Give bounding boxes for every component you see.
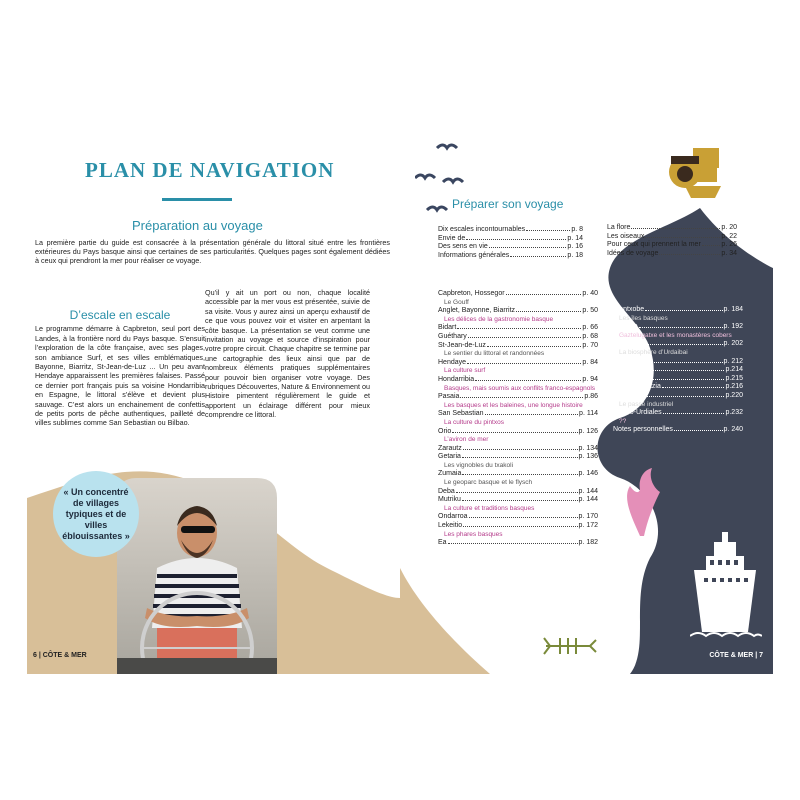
toc-entry-page: p. 182 <box>578 539 598 547</box>
toc-subtopic: Gaztelugatxe et les monastères cobers <box>619 331 732 339</box>
toc-subtopic: Les phares basques <box>444 530 503 538</box>
toc-entry-name: Elantxobe <box>613 306 645 313</box>
section-title: Préparation au voyage <box>132 218 263 233</box>
toc-entry-page: p. 94 <box>582 375 598 383</box>
toc-leader-dots <box>645 310 722 311</box>
toc-entry-page: p. 240 <box>723 426 743 434</box>
toc-entry-page: p.215 <box>725 374 743 382</box>
toc-entry <box>438 290 598 299</box>
toc-entry-page: p. 126 <box>578 427 598 435</box>
toc-entry <box>438 445 598 454</box>
toc-subtopic: La biosphère d’Urdaibai <box>619 348 688 356</box>
toc-entry <box>438 243 583 252</box>
toc-leader-dots <box>639 327 723 328</box>
toc-entry-page: p. 172 <box>578 522 598 530</box>
toc-entry-name: Pasaia <box>438 393 460 401</box>
toc-entry <box>613 340 743 349</box>
toc-entry-name: Pour ceux qui prennent la mer <box>607 241 701 249</box>
toc-entry <box>607 250 737 259</box>
toc-subtopic: La culture surf <box>444 367 486 375</box>
toc-entry <box>438 307 598 316</box>
toc-entry-page: p. 18 <box>567 251 583 259</box>
toc-entry-name: Zarautz <box>438 444 462 452</box>
toc-entry <box>438 359 598 368</box>
toc-leader-dots <box>662 387 725 388</box>
toc-subtopic: Les délices de la gastronomie basque <box>444 315 554 323</box>
toc-leader-dots <box>475 380 581 381</box>
ports-list-right <box>613 306 743 435</box>
toc-leader-dots <box>462 474 577 475</box>
toc-subtopic: Le sentier du littoral et randonnées <box>444 350 545 358</box>
toc-entry-page: p. 8 <box>571 226 583 233</box>
toc-entry <box>438 376 598 385</box>
toc-leader-dots <box>466 239 566 240</box>
toc-entry-name: Guéthary <box>438 332 467 340</box>
toc-entry-page: p. 212 <box>723 357 743 365</box>
toc-subtopic: Basques, mais soumis aux conflits franco-espagnols <box>444 384 596 392</box>
toc-entry-page: p. 114 <box>579 410 598 418</box>
toc-entry <box>438 393 598 402</box>
toc-leader-dots <box>460 397 583 398</box>
toc-entry <box>438 539 598 548</box>
toc-entry-page: p. 20 <box>721 224 737 231</box>
toc-entry-page: p. 202 <box>723 340 743 348</box>
column-one <box>35 308 205 428</box>
toc-entry-page: p. 66 <box>582 324 598 332</box>
toc-entry-name: Deba <box>438 487 455 495</box>
toc-leader-dots <box>510 256 566 257</box>
toc-entry-page: p. 40 <box>582 290 598 297</box>
toc-leader-dots <box>659 254 720 255</box>
toc-subtopic: Les vignobles du txakoli <box>444 461 514 469</box>
toc-entry-name: Hondarribia <box>438 375 475 383</box>
toc-leader-dots <box>526 230 570 231</box>
toc-entry-name: Dix escales incontournables <box>438 226 526 233</box>
toc-entry-name: Ondarroa <box>438 513 468 521</box>
toc-entry-page: p.216 <box>725 383 743 391</box>
toc-entry-page: p. 14 <box>567 234 583 242</box>
toc-entry-page: p.214 <box>725 366 743 374</box>
toc-entry-name: Mundaka <box>613 340 642 348</box>
toc-entry-name: Informations générales <box>438 251 510 259</box>
prep-list-left <box>438 226 583 260</box>
toc-entry-page: p. 184 <box>723 306 743 313</box>
toc-subtopic: Les îles basques <box>619 314 668 322</box>
page-title: PLAN DE NAVIGATION <box>85 158 335 182</box>
toc-leader-dots <box>633 396 724 397</box>
toc-entry-page: p.232 <box>725 409 743 417</box>
toc-subtopic: La culture du pintxos <box>444 418 504 426</box>
toc-entry-page: p. 144 <box>578 496 598 504</box>
toc-entry <box>438 453 598 462</box>
toc-leader-dots <box>487 346 582 347</box>
magazine-spread <box>27 128 773 674</box>
subsection-title: D’escale en escale <box>69 308 171 322</box>
toc-leader-dots <box>448 543 578 544</box>
toc-entry <box>607 241 737 250</box>
section-title: Préparer son voyage <box>452 197 564 211</box>
toc-leader-dots <box>639 362 723 363</box>
toc-entry <box>438 522 598 531</box>
toc-leader-dots <box>645 237 720 238</box>
toc-leader-dots <box>467 363 581 364</box>
toc-leader-dots <box>663 413 725 414</box>
toc-entry-name: Notes personnelles <box>613 426 673 434</box>
toc-subtopic: ?? <box>619 417 627 425</box>
toc-entry <box>613 323 743 332</box>
toc-entry-name: Hendaye <box>438 358 467 366</box>
page-footer-left: 6 | CÔTE & MER <box>33 652 87 659</box>
toc-entry <box>438 410 598 419</box>
toc-entry <box>438 342 598 351</box>
toc-entry <box>613 383 743 392</box>
toc-entry-page: p. 16 <box>567 243 583 251</box>
toc-entry <box>613 375 743 384</box>
toc-entry-name: Ea <box>438 539 447 547</box>
column-two-text: Qu’il y ait un port ou non, chaque localité accessible par la mer vous est présentée, suivie de sa visite. Vous y aurez ainsi un aperçu exhaustif de ce que vous pouvez voir et visiter en arpentant la côte basque. La présentation se veut comme une invitation au voyage et source d’inspiration pour votre propre circuit. Chaque chapitre se termine par une cartographie des lieux ainsi que par de nombreux éléments pratiques supplémentaires pour pouvoir bien organiser votre voyage. Des rubriques Découvertes, Nature & Environnement ou Histoire pimentent régulièrement le guide et apportent un éclairage différent pour mieux comprendre ce littoral. <box>205 288 371 420</box>
toc-leader-dots <box>462 457 578 458</box>
toc-leader-dots <box>452 432 577 433</box>
right-page <box>400 128 773 674</box>
toc-entry-name: St-Jean-de-Luz <box>438 341 486 349</box>
intro-paragraph: La première partie du guide est consacrée à la présentation générale du littoral situé entre les frontières extérieures du Pays basque ainsi que certaines de ses particularités. Quelques pages sont également dédiées à ceux qui prendront la mer pour réaliser ce voyage. <box>35 238 390 266</box>
toc-entry-name: Armintza <box>613 374 641 382</box>
toc-leader-dots <box>489 247 567 248</box>
whale-tail-icon <box>622 468 662 538</box>
quote-text: « Un concentré de villages typiques et de villes éblouissantes » <box>62 486 130 541</box>
toc-entry-page: p. 146 <box>578 470 598 478</box>
toc-entry <box>607 224 737 233</box>
toc-leader-dots <box>463 526 577 527</box>
toc-leader-dots <box>642 379 725 380</box>
toc-leader-dots <box>456 492 578 493</box>
toc-leader-dots <box>457 328 581 329</box>
toc-subtopic: Le geoparc basque et le flysch <box>444 479 533 487</box>
toc-entry-name: Lekeitio <box>438 522 463 530</box>
toc-entry <box>438 513 598 522</box>
toc-entry-name: Castro-Urdiales <box>613 409 662 417</box>
toc-entry <box>438 333 598 342</box>
toc-entry <box>613 409 743 418</box>
toc-entry <box>613 306 743 315</box>
toc-entry-page: p. 70 <box>582 341 598 349</box>
toc-entry-name: Les oiseaux <box>607 232 645 240</box>
toc-entry <box>438 496 598 505</box>
toc-entry-name: San Sebastian <box>438 410 484 418</box>
toc-entry-page: p.86 <box>584 393 598 401</box>
toc-leader-dots <box>462 500 578 501</box>
toc-entry-name: Bilbao <box>613 391 633 399</box>
toc-leader-dots <box>506 294 582 295</box>
toc-entry-name: Anglet, Bayonne, Biarritz <box>438 307 516 315</box>
toc-leader-dots <box>631 228 720 229</box>
toc-entry-page: p. 22 <box>721 232 737 240</box>
toc-entry-name: Gernika <box>613 357 638 365</box>
toc-entry-page: p. 192 <box>723 323 743 331</box>
toc-entry <box>438 235 583 244</box>
left-page <box>27 128 400 674</box>
toc-entry-name: Mutriku <box>438 496 461 504</box>
toc-entry-name: Orio <box>438 427 452 435</box>
toc-entry-name: Zumaia <box>438 470 462 478</box>
toc-entry-name: Bermeo <box>613 323 638 331</box>
toc-entry-page: p. 134 <box>578 444 598 452</box>
toc-entry <box>438 428 598 437</box>
toc-entry <box>613 358 743 367</box>
toc-entry <box>613 392 743 401</box>
toc-subtopic: Les basques et les baleines, une longue histoire <box>444 401 583 409</box>
toc-entry-name: Des sens en vie <box>438 243 488 251</box>
ports-list-left <box>438 290 598 548</box>
toc-entry-name: Baquio <box>613 366 635 374</box>
toc-entry-page: p. 84 <box>582 358 598 366</box>
title-underline <box>162 198 232 201</box>
toc-entry <box>438 488 598 497</box>
toc-subtopic: L’aviron de mer <box>444 436 489 444</box>
pirate-ship-icon <box>665 146 725 200</box>
toc-leader-dots <box>674 430 723 431</box>
toc-entry-page: p. 50 <box>582 307 598 315</box>
toc-entry-page: p. 136 <box>578 453 598 461</box>
quote-bubble <box>53 471 139 557</box>
prep-list-right <box>607 224 737 258</box>
toc-subtopic: Le Gouff <box>444 298 469 306</box>
toc-leader-dots <box>463 449 578 450</box>
toc-entry-name: Idées de voyage <box>607 249 659 257</box>
toc-entry-page: p. 170 <box>578 513 598 521</box>
toc-entry <box>438 470 598 479</box>
toc-entry <box>438 226 583 235</box>
toc-leader-dots <box>468 337 582 338</box>
toc-entry-page: p. 68 <box>582 332 598 340</box>
toc-entry <box>613 366 743 375</box>
toc-leader-dots <box>516 311 581 312</box>
toc-entry-name: Bidart <box>438 324 457 332</box>
toc-leader-dots <box>636 370 725 371</box>
toc-subtopic: La culture et traditions basques <box>444 504 535 512</box>
column-one-text: Le programme démarre à Capbreton, seul port des Landes, à la frontière nord du Pays basque. S’ensuit l’exploration de la côte française, avec ses plages, son ambiance Surf, et ses villes emblématiques, Bayonne, Biarritz, St-Jean-de-Luz ... Un peu avant Hendaye apparaissent les premières falaises. Passé ce dernier port français puis sa voisine Hondarribia en Espagne, le littoral s’élève et devient plus sauvage. C’est alors un enchainement de confettis de petits ports de pêche authentiques, pailleté de villes sublimes comme San Sebastian ou Bilbao. <box>35 324 205 428</box>
toc-entry <box>613 426 743 435</box>
toc-entry-page: p. 34 <box>721 249 737 257</box>
toc-entry <box>438 252 583 261</box>
ship-icon <box>690 532 762 642</box>
toc-entry <box>438 324 598 333</box>
toc-leader-dots <box>485 414 579 415</box>
toc-entry-page: p. 26 <box>721 241 737 249</box>
toc-entry-name: La flore <box>607 224 631 231</box>
toc-leader-dots <box>469 517 578 518</box>
toc-subtopic: Le passé industriel <box>619 400 674 408</box>
toc-entry-name: Gorliz&Plentzia <box>613 383 661 391</box>
toc-entry-name: Capbreton, Hossegor <box>438 290 505 297</box>
page-footer-right: CÔTE & MER | 7 <box>709 652 763 659</box>
lobster-icon <box>540 628 600 664</box>
sailor-photo <box>117 478 277 674</box>
toc-leader-dots <box>702 245 721 246</box>
toc-entry-name: Envie de <box>438 234 466 242</box>
toc-leader-dots <box>643 344 723 345</box>
toc-entry-page: p.220 <box>725 391 743 399</box>
toc-entry <box>607 233 737 242</box>
toc-entry-page: p. 144 <box>578 487 598 495</box>
toc-entry-name: Getaria <box>438 453 461 461</box>
